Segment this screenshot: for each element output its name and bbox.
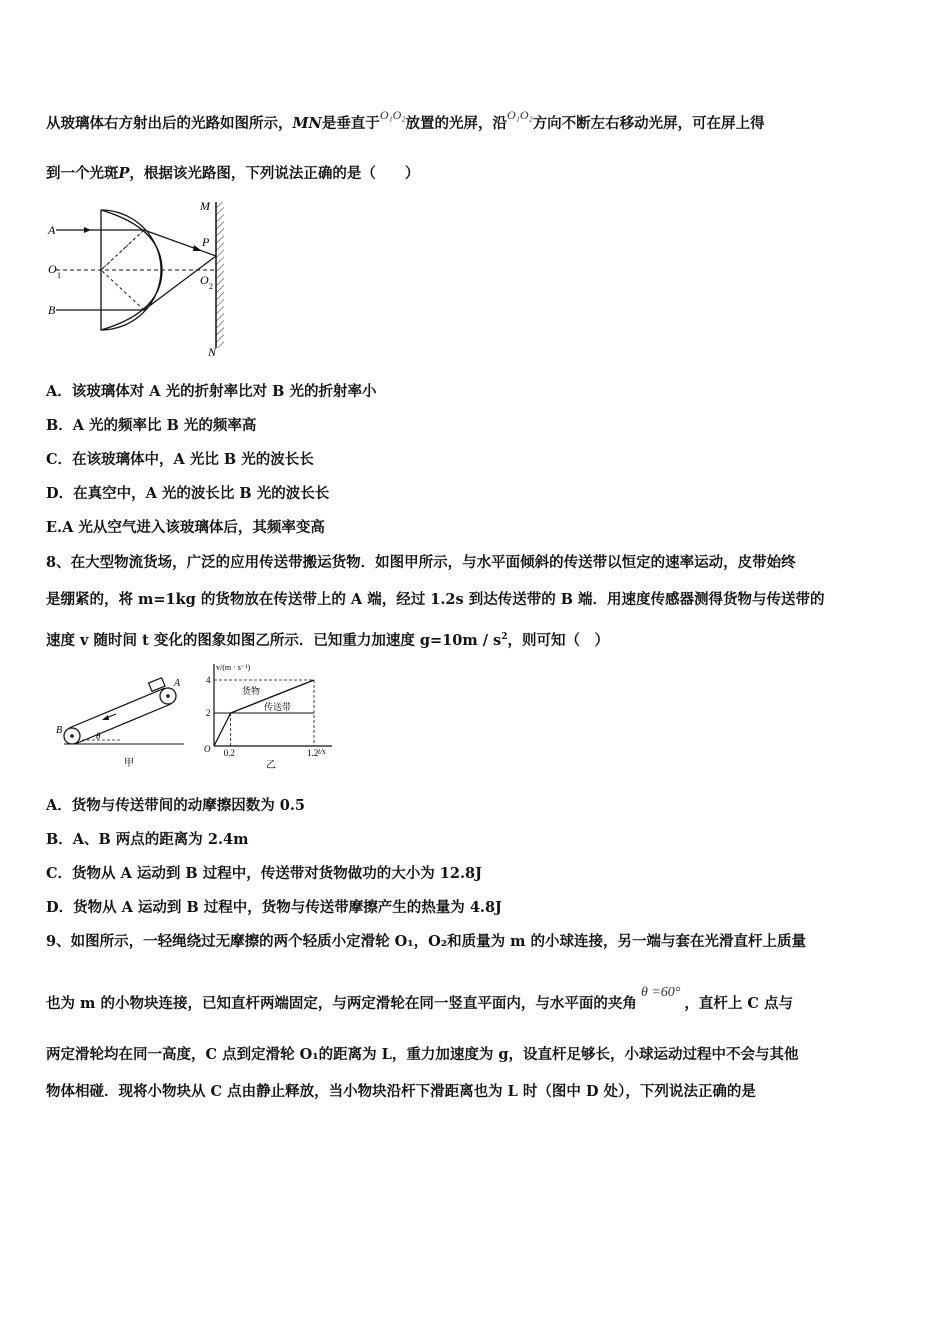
belt-arrowhead [102, 715, 109, 720]
q7-stem-text: 方向不断左右移动光屏，可在屏上得 [532, 115, 765, 132]
x-axis-label: t/s [318, 747, 326, 756]
p-label: P [118, 165, 130, 182]
y-tick-label: 2 [206, 708, 211, 718]
q8-option-b: B．A、B 两点的距离为 2.4m [46, 831, 249, 848]
label-a: A [174, 678, 181, 689]
normal-a [101, 230, 144, 270]
q8-conveyor-figure [52, 670, 188, 770]
q8-option-c: C．货物从 A 运动到 B 过程中，传送带对货物做功的大小为 12.8J [46, 865, 482, 882]
q7-stem-text: ，根据该光路图，下列说法正确的是（ ） [129, 165, 420, 182]
theta-expression: θ =60° [640, 985, 681, 1000]
caption-yi: 乙 [266, 760, 276, 771]
q9-stem-line4: 物体相碰．现将小物块从 C 点由静止释放，当小物块沿杆下滑距离也为 L 时（图中 D 处），下列说法正确的是 [46, 1083, 756, 1100]
label-n: N [208, 345, 217, 359]
belt-bottom [75, 704, 171, 744]
belt-label: 传送带 [264, 702, 292, 712]
q7-stem-text: 到一个光斑 [46, 165, 119, 182]
label-b: B [56, 725, 63, 736]
label-theta: θ [96, 731, 101, 741]
cargo-label: 货物 [242, 686, 261, 696]
q7-option-d: D．在真空中，A 光的波长比 B 光的波长长 [46, 485, 330, 502]
q8-vt-chart [198, 660, 338, 772]
ray-a-out-arrow [193, 245, 202, 251]
q9-stem-text: 也为 m 的小物块连接，已知直杆两端固定，与两定滑轮在同一竖直平面内，与水平面的夹角 [46, 995, 637, 1012]
screen-hatch [216, 202, 224, 348]
q7-stem-line1 [46, 108, 910, 134]
q7-option-e: E.A 光从空气进入该玻璃体后，其频率变高 [46, 519, 325, 536]
y-tick-label: 4 [206, 675, 211, 685]
q9-stem-line3: 两定滑轮均在同一高度，C 点到定滑轮 O₁的距离为 L，重力加速度为 g，设直杆足够长，小球运动过程中不会与其他 [46, 1046, 799, 1063]
q9-stem-line2 [46, 985, 910, 1015]
q7-optics-figure [44, 196, 234, 362]
q8-stem-line1: 8、在大型物流货场，广泛的应用传送带搬运货物．如图甲所示，与水平面倾斜的传送带以恒定的速率运动，皮带始终 [46, 554, 796, 571]
q8-stem-text: ，则可知（ ） [507, 631, 609, 649]
glass-body [101, 210, 161, 330]
ray-a-arrow [84, 227, 91, 233]
q7-stem-text: 放置的光屏，沿 [405, 115, 507, 132]
label-a: A [48, 223, 56, 237]
q7-stem-text: 从玻璃体右方射出后的光路如图所示， [46, 115, 293, 132]
pulley-b-center [70, 734, 74, 738]
o1o2-math: O₁O₂ [507, 108, 533, 122]
label-p: P [202, 235, 210, 249]
caption-jia: 甲 [124, 758, 134, 769]
label-o1: O [48, 262, 57, 276]
q7-option-c: C．在该玻璃体中，A 光比 B 光的波长长 [46, 451, 314, 468]
x-tick-label: 1.2 [307, 748, 319, 758]
label-o2: O [200, 273, 209, 287]
normal-b [101, 270, 144, 310]
glass-arc [101, 210, 162, 330]
o1o2-math: O₁O₂ [379, 108, 406, 122]
q8-stem-line3 [46, 627, 910, 651]
mn-label: MN [292, 115, 322, 132]
y-axis-label: v/(m · s⁻¹) [216, 663, 251, 672]
q7-stem-text: 是垂直于 [321, 115, 380, 132]
q8-option-a: A．货物与传送带间的动摩擦因数为 0.5 [46, 797, 306, 814]
q8-stem-text: 速度 v 随时间 t 变化的图象如图乙所示．已知重力加速度 g=10m / s [46, 631, 502, 649]
q7-stem-line2 [46, 164, 910, 184]
q8-stem-line2: 是绷紧的，将 m=1kg 的货物放在传送带上的 A 端，经过 1.2s 到达传送带的 B 端．用速度传感器测得货物与传送带的 [46, 591, 825, 608]
label-m: M [200, 199, 210, 213]
q7-option-b: B．A 光的频率比 B 光的频率高 [46, 417, 257, 434]
q7-option-a: A．该玻璃体对 A 光的折射率比对 B 光的折射率小 [46, 383, 377, 400]
pulley-a-center [166, 694, 170, 698]
q9-stem-line1: 9、如图所示，一轻绳绕过无摩擦的两个轻质小定滑轮 O₁，O₂和质量为 m 的小球连接，另一端与套在光滑直杆上质量 [46, 933, 807, 950]
label-o2-sub: 2 [209, 282, 213, 291]
origin-label: O [204, 744, 211, 754]
label-o1-sub: 1 [57, 271, 61, 280]
q9-stem-text: ，直杆上 C 点与 [684, 995, 794, 1012]
x-tick-label: 0.2 [223, 748, 235, 758]
q8-option-d: D．货物从 A 运动到 B 过程中，货物与传送带摩擦产生的热量为 4.8J [46, 899, 502, 916]
label-b: B [48, 303, 56, 317]
belt-top [69, 688, 165, 728]
q8-superscript: 2 [501, 632, 508, 642]
